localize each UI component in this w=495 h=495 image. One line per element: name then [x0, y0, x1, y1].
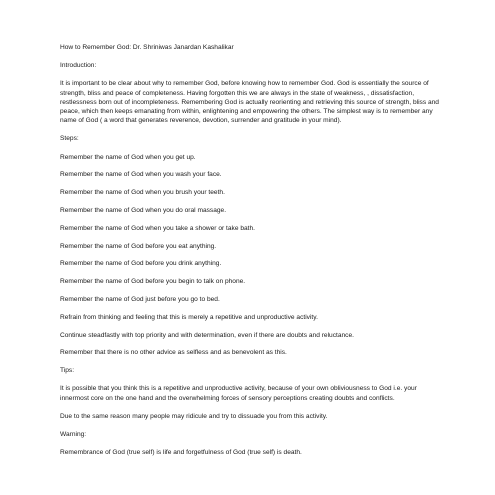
tips-heading: Tips:: [60, 367, 75, 375]
steps-heading: Steps:: [60, 135, 79, 143]
tips-paragraph-2: Due to the same reason many people may ridicule and try to dissuade you from this activity.: [60, 412, 328, 420]
step-item: Remember the name of God before you drink anything.: [60, 260, 222, 268]
step-item: Remember the name of God when you wash your face.: [60, 171, 222, 179]
step-item: Remember the name of God just before you go to bed.: [60, 296, 220, 303]
warning-heading: Warning:: [60, 431, 87, 438]
step-item: Remember the name of God before you eat anything.: [60, 242, 217, 250]
step-item: Remember the name of God when you get up.: [60, 153, 196, 161]
step-item: Continue steadfastly with top priority and with determination, even if there are doubts and reluctance.: [60, 331, 354, 339]
intro-heading: Introduction:: [60, 62, 97, 70]
document-title: How to Remember God: Dr. Shriniwas Janardan Kashalikar: [60, 44, 234, 51]
step-item: Remember that there is no other advice as selfless and as benevolent as this.: [60, 349, 287, 357]
intro-paragraph: It is important to be clear about why to remember God, before knowing how to remember God. God is essentially the source of strength, bliss and peace of completeness. Having forgotten this we are always in the state of weakness, , dissatisfaction, restlessness born out of incompleteness. Remembering God is actually reorienting and retrieving this source of strength, bliss and peace, which then keeps emanating from within, enlightening and empowering the others. The simplest way is to remember any name of God ( a word that generates reverence, devotion, surrender and gratitude in your mind).: [60, 80, 439, 125]
step-item: Remember the name of God when you brush your teeth.: [60, 189, 225, 197]
document-page: [60, 43, 442, 466]
step-item: Refrain from thinking and feeling that this is merely a repetitive and unproductive activity.: [60, 313, 318, 321]
step-item: Remember the name of God before you begin to talk on phone.: [60, 278, 246, 286]
step-item: Remember the name of God when you take a shower or take bath.: [60, 224, 255, 232]
step-item: Remember the name of God when you do oral massage.: [60, 207, 227, 215]
warning-paragraph: Remembrance of God (true self) is life and forgetfulness of God (true self) is death.: [60, 449, 302, 457]
tips-paragraph-1: It is possible that you think this is a repetitive and unproductive activity, because of your own obliviousness to God i.e. your innermost core on the one hand and the overwhelming forces of sensory perceptions creating doubts and conflicts.: [60, 385, 417, 402]
